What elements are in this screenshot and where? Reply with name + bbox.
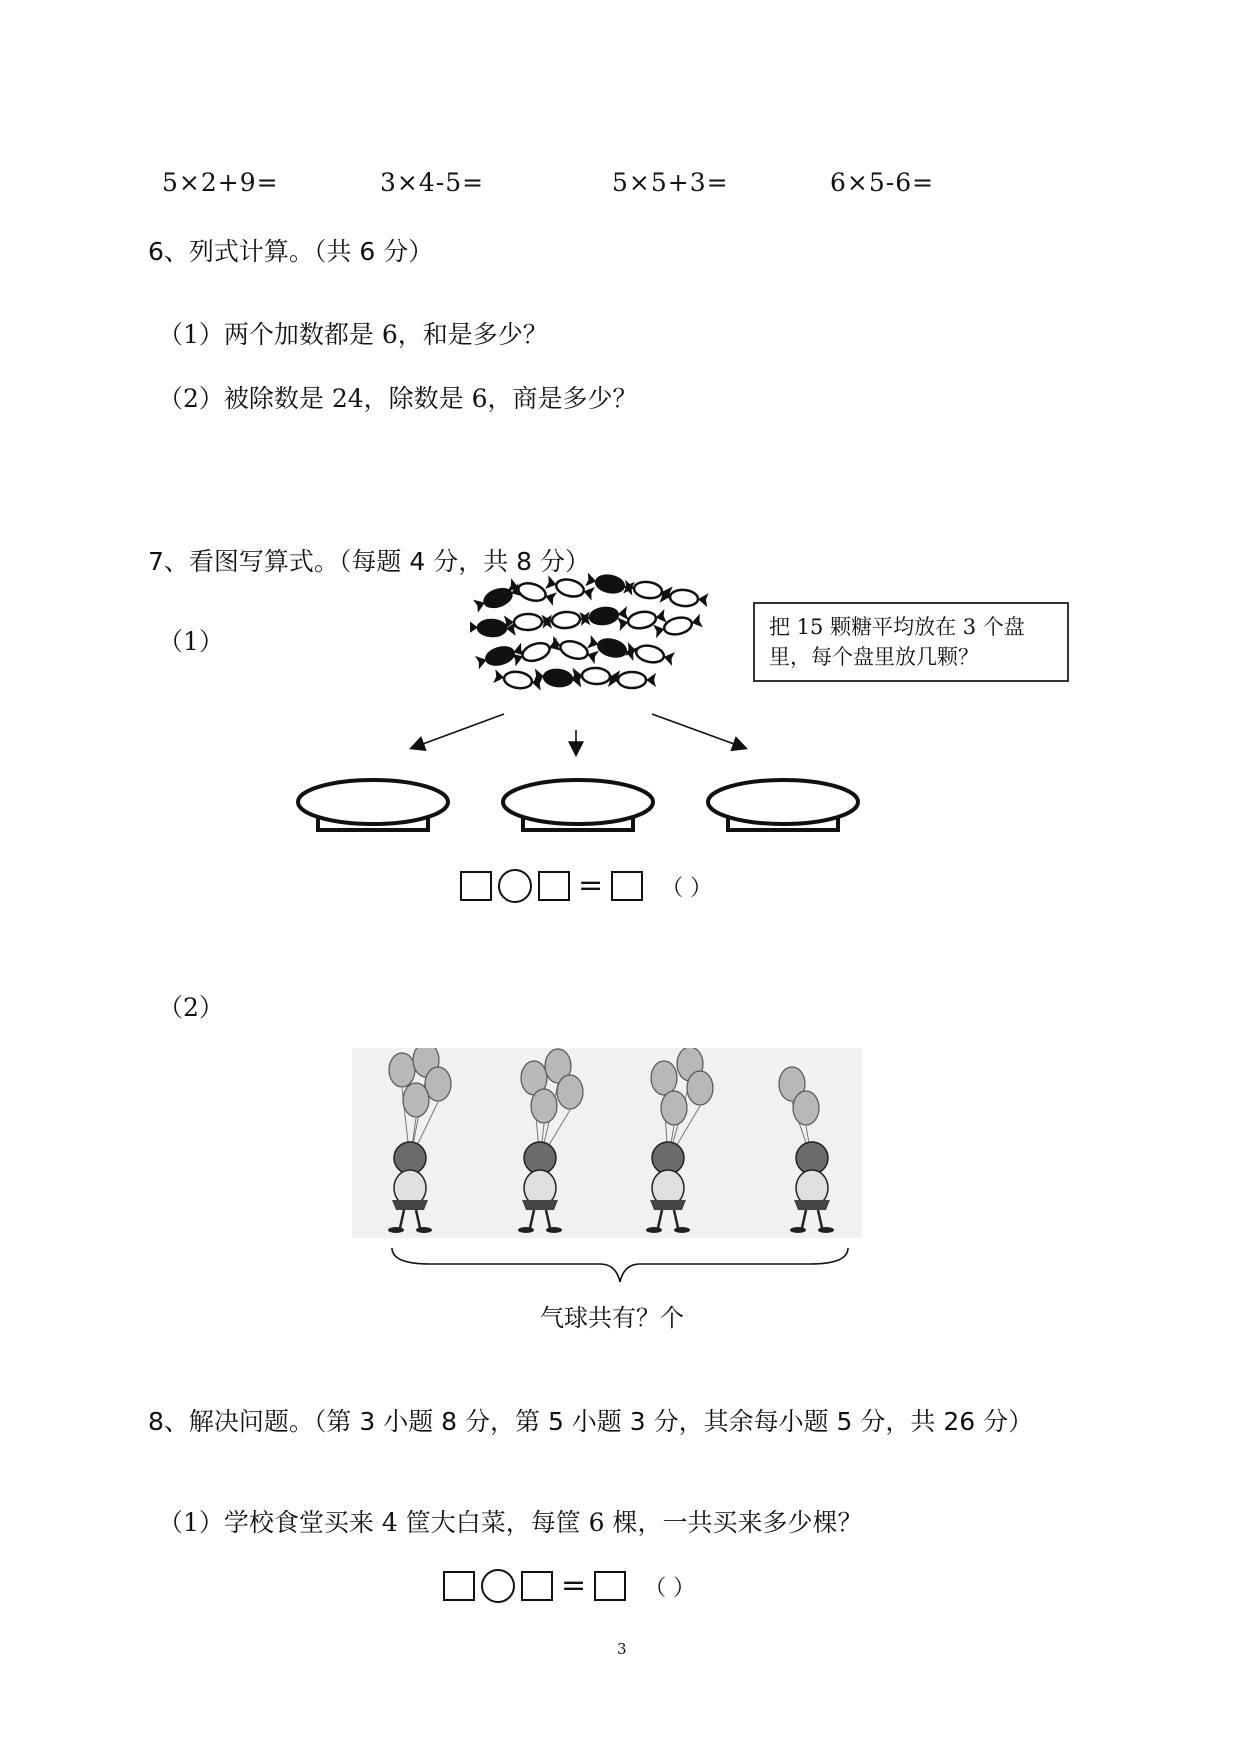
candy-pile-illustration — [470, 570, 710, 700]
q7-equation-template — [460, 869, 712, 903]
plate-1 — [298, 780, 448, 830]
distribution-arrows — [400, 700, 760, 760]
balloon-kids-illustration — [352, 1048, 862, 1238]
calc-expression-3: 5×5+3= — [612, 168, 729, 197]
operator-circle[interactable] — [481, 1569, 515, 1603]
q7-sub2-caption: 气球共有？个 — [540, 1304, 684, 1332]
q7-sub2-label: （2） — [158, 993, 224, 1022]
q8-heading: 8、解决问题。（第 3 小题 8 分，第 5 小题 3 分，其余每小题 5 分，共 26 分） — [148, 1407, 1034, 1436]
answer-box[interactable] — [521, 1571, 553, 1601]
calc-expression-1: 5×2+9= — [162, 168, 279, 197]
unit-parentheses: （ ） — [661, 875, 713, 901]
balloon-icon — [389, 1053, 415, 1087]
plate-3 — [708, 780, 858, 830]
q7-heading: 7、看图写算式。（每题 4 分，共 8 分） — [148, 547, 591, 576]
unit-parentheses: （ ） — [644, 1575, 696, 1601]
plates-illustration — [290, 770, 880, 840]
q7-problem-note: 把 15 颗糖平均放在 3 个盘里，每个盘里放几颗？ — [753, 602, 1069, 682]
q8-equation-template — [443, 1569, 695, 1603]
arrow-right — [652, 714, 745, 748]
balloon-icon — [687, 1071, 713, 1105]
balloon-icon — [793, 1091, 819, 1125]
answer-box[interactable] — [538, 871, 570, 901]
q7-sub1-label: （1） — [158, 627, 224, 656]
q8-item-1: （1）学校食堂买来 4 筐大白菜，每筐 6 棵，一共买来多少棵？ — [158, 1508, 863, 1537]
calc-expression-2: 3×4-5= — [380, 168, 485, 197]
q6-item-1: （1）两个加数都是 6，和是多少？ — [158, 320, 548, 349]
q6-heading: 6、列式计算。（共 6 分） — [148, 237, 434, 266]
answer-box[interactable] — [443, 1571, 475, 1601]
balloon-icon — [557, 1075, 583, 1109]
plate-2 — [503, 780, 653, 830]
answer-box[interactable] — [460, 871, 492, 901]
arrow-left — [412, 714, 504, 748]
equals-sign: = — [561, 1568, 587, 1603]
balloon-icon — [531, 1089, 557, 1123]
page-number: 3 — [617, 1640, 627, 1658]
balloon-icon — [661, 1091, 687, 1125]
answer-box[interactable] — [594, 1571, 626, 1601]
balloon-icon — [403, 1083, 429, 1117]
q6-item-2: （2）被除数是 24，除数是 6，商是多少？ — [158, 384, 638, 413]
operator-circle[interactable] — [498, 869, 532, 903]
answer-box[interactable] — [611, 871, 643, 901]
candy-icons — [470, 572, 709, 692]
brace — [390, 1246, 850, 1286]
balloon-icon — [651, 1061, 677, 1095]
equals-sign: = — [578, 868, 604, 903]
calc-expression-4: 6×5-6= — [830, 168, 935, 197]
